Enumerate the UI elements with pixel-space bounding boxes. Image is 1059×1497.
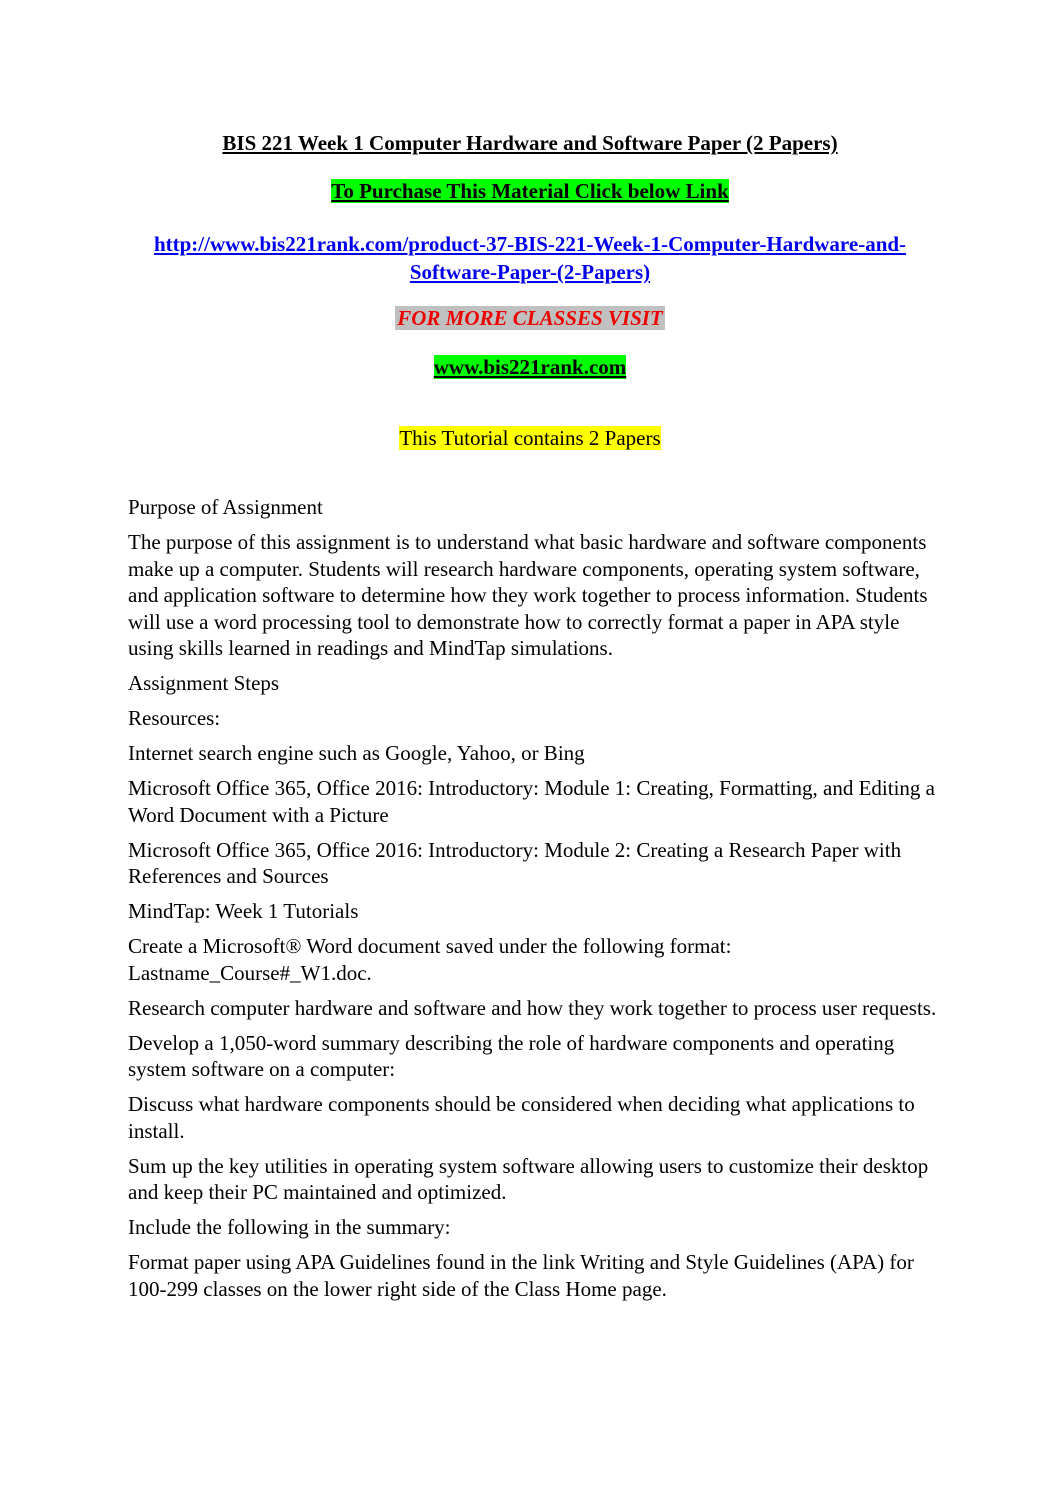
assignment-body: [128, 494, 938, 1311]
resource-item: Microsoft Office 365, Office 2016: Introductory: Module 2: Creating a Research Paper with References and Sources: [128, 837, 902, 888]
more-classes-text: FOR MORE CLASSES VISIT: [397, 306, 663, 330]
step-item: Sum up the key utilities in operating system software allowing users to customize their desktop and keep their PC maintained and optimized.: [128, 1153, 929, 1204]
resource-item: Microsoft Office 365, Office 2016: Introductory: Module 1: Creating, Formatting, and Editing a Word Document with a Picture: [128, 776, 935, 827]
product-link[interactable]: [128, 230, 932, 286]
step-item: Develop a 1,050-word summary describing the role of hardware components and operating system software on a computer:: [128, 1030, 895, 1081]
step-item: Research computer hardware and software and how they work together to process user requests.: [128, 995, 937, 1020]
step-item: Format paper using APA Guidelines found in the link Writing and Style Guidelines (APA) for 100-299 classes on the lower right side of the Class Home page.: [128, 1250, 914, 1301]
purchase-notice-text: To Purchase This Material Click below Link: [331, 179, 729, 203]
document-title-text: BIS 221 Week 1 Computer Hardware and Software Paper (2 Papers): [222, 131, 838, 155]
resources-label: Resources:: [128, 706, 221, 730]
product-link-text[interactable]: http://www.bis221rank.com/product-37-BIS-221-Week-1-Computer-Hardware-and-Software-Paper-(2-Papers): [153, 232, 907, 284]
step-item: Discuss what hardware components should be considered when deciding what applications to install.: [128, 1092, 915, 1143]
step-item: Create a Microsoft® Word document saved under the following format: Lastname_Course#_W1.doc.: [128, 934, 732, 985]
purchase-notice: [128, 178, 932, 204]
resource-item: Internet search engine such as Google, Yahoo, or Bing: [128, 741, 585, 765]
paragraph-purpose: The purpose of this assignment is to understand what basic hardware and software components make up a computer. Students will research hardware components, operating system software, and application software to determine how they work together to process information. Students will use a word processing tool to demonstrate how to correctly format a paper in APA style using skills learned in readings and MindTap simulations.: [128, 530, 928, 660]
more-classes-banner: [128, 305, 932, 331]
section-heading-steps: Assignment Steps: [128, 671, 280, 695]
site-link[interactable]: [128, 354, 932, 380]
document-title: [128, 130, 932, 156]
tutorial-note-text: This Tutorial contains 2 Papers: [399, 426, 661, 450]
section-heading-purpose: Purpose of Assignment: [128, 495, 323, 519]
resource-item: MindTap: Week 1 Tutorials: [128, 899, 359, 923]
tutorial-note: [128, 425, 932, 451]
step-item: Include the following in the summary:: [128, 1215, 451, 1239]
site-link-text[interactable]: www.bis221rank.com: [433, 355, 627, 379]
